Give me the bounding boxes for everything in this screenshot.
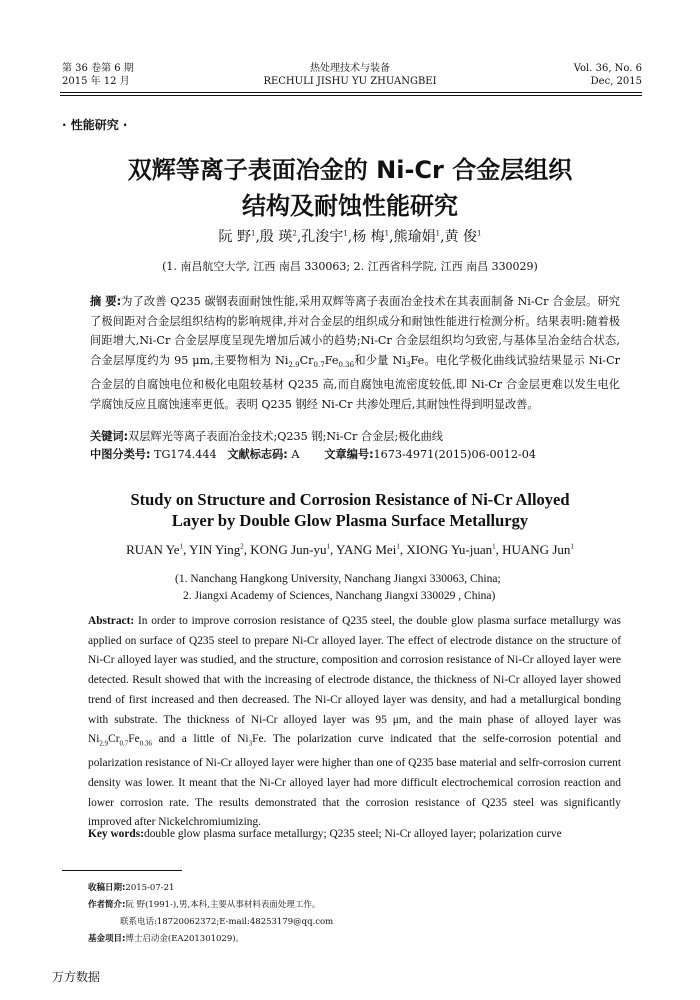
author-affil-mark: 1 [326,542,330,551]
footnotes [88,880,628,948]
affiliations-en [175,571,501,605]
abstract-en-text: Cr [108,733,120,746]
affiliation-en-1: (1. Nanchang Hangkong University, Nanchang Jiangxi 330063, China; [175,573,501,585]
author-cn: 黄 俊 [444,229,477,245]
author-en: RUAN Ye [126,542,180,557]
abstract-en [88,612,621,833]
abstract-cn-text: 为了改善 Q235 碳钢表面耐蚀性能,采用双辉等离子表面冶金技术在其表面制备 Ni-Cr 合金层。研究了极间距对合金层组织结构的影响规律,并对合金层的组织成分和耐蚀性能进行检测分析。结果表明:随着极间距增大,Ni-Cr 合金层厚度呈现先增加后减小的趋势;Ni-Cr 合金层组织均匀致密,与基体呈冶金结合状态,合金层厚度约为 95 μm,主要物相为 Ni [90,295,620,367]
author-en: HUANG Jun [502,542,571,557]
authors-en: RUAN Ye$^1$, YIN Ying$^2$, KONG Jun-$yu^1$, YANG Mei$^1$, XIONG Yu-juan$^1$, HUANG Jun$^1$ [126,542,574,557]
author-cn: 杨 梅 [352,229,385,245]
footnote-received [88,880,628,897]
author-en: YANG Mei [336,542,397,557]
article-no-value: 1673-4971(2015)06-0012-04 [373,448,536,461]
keywords-en-text: double glow plasma surface metallurgy; Q235 steel; Ni-Cr alloyed layer; polarization curve [144,828,562,840]
author-cn: 阮 野 [218,229,251,245]
header-rule-thick [60,92,642,93]
formula-subscript: 0.7 [313,360,325,369]
doc-code-value: A [291,448,300,461]
author-affil-mark: 2 [240,542,244,551]
author-bio-label: 作者简介: [88,900,126,910]
abstract-en-text: Fe [128,733,140,746]
header-date-en: Dec, 2015 [590,76,642,87]
author-affil-mark: 1 [343,229,348,238]
author-en: YIN Ying [189,542,241,557]
footnote-author [88,897,628,914]
authors-cn: 阮 野$^1$,殷 瑛$^2$,孔浚宇$^1$,杨 梅$^1$,熊瑜娟$^1$,黄 俊$^1$ [218,229,482,245]
received-value: 2015-07-21 [125,883,175,893]
header-rule-thin [60,95,642,96]
footnote-fund [88,931,628,948]
author-cn: 殷 瑛 [259,229,293,245]
author-affil-mark: 1 [396,542,400,551]
affiliations-cn: (1. 南昌航空大学, 江西 南昌 330063; 2. 江西省科学院, 江西 南昌 330029) [162,260,538,273]
author-affil-mark: 1 [384,229,390,238]
title-cn-line2: 结构及耐蚀性能研究 [242,192,458,220]
author-affil-mark: 1 [492,542,496,551]
formula-subscript: 2.9 [288,360,300,369]
author-affil-mark: 1 [570,542,574,551]
section-label: · 性能研究 · [62,118,128,132]
author-affil-mark: 1 [179,542,184,551]
author-bio-value: 阮 野(1991-),男,本科,主要从事材料表面处理工作。 [125,900,321,910]
header-issue: 第 36 卷第 6 期 [62,63,134,74]
author-en: KONG Jun-yu [250,542,327,557]
author-affil-mark: 1 [251,229,256,238]
author-en: XIONG Yu-juan [406,542,493,557]
formula-subscript: 3 [248,739,253,748]
title-en-line1: Study on Structure and Corrosion Resistance of Ni-Cr Alloyed [130,490,570,509]
cls-label: 中图分类号: [90,448,151,461]
abstract-en-text: and a little of Ni [151,733,249,746]
author-cn: 孔浚宇 [301,229,344,245]
abstract-cn [90,292,620,414]
abstract-en-text: Fe. The polarization curve indicated that the selfe-corrosion potential and polarization resistance of Ni-Cr alloyed layer were higher than one of Q235 base material and selfr-corrosion current density was lower. It meant that the Ni-Cr alloyed layer had more difficult electrochemical corrosion reaction and lower corrosion rate. The results demonstrated that the corrosion resistance of Q235 steel was significantly improved after Nickelchromiumizing. [88,733,621,829]
abstract-cn-label: 摘 要: [90,295,122,308]
journal-name-cn: 热处理技术与装备 [310,63,390,74]
abstract-en-label: Abstract: [88,615,135,627]
author-affil-mark: 2 [292,229,297,238]
received-label: 收稿日期: [88,883,126,893]
footnote-contact: 联系电话:18720062372;E-mail:48253179@qq.com [120,917,334,927]
header-vol-no: Vol. 36, No. 6 [573,63,642,74]
affiliation-en-2: 2. Jiangxi Academy of Sciences, Nanchang Jiangxi 330029 , China) [183,590,496,602]
title-cn-line1: 双辉等离子表面冶金的 Ni-Cr 合金层组织 [127,156,573,184]
abstract-en-text: In order to improve corrosion resistance of Q235 steel, the double glow plasma surface metallurgy was applied on surface of Q235 steel to prepare Ni-Cr alloyed layer. The effect of electrode distance on the structure of Ni-Cr alloyed layer was studied, and the structure, composition and corrosion resistance of Ni-Cr alloyed layer were detected. Result showed that with the increasing of electrode distance, the thickness of Ni-Cr alloyed layer showed trend of first increased and then decreased. The Ni-Cr alloyed layer was density, and had a metallurgical bonding with substrate. The thickness of Ni-Cr alloyed layer was 95 μm, and the main phase of alloyed layer was Ni [88,615,621,746]
formula-subscript: 0.7 [119,739,129,748]
author-cn: 熊瑜娟 [393,229,436,245]
article-no-label: 文章编号: [324,448,374,461]
title-en-line2: Layer by Double Glow Plasma Surface Metallurgy [171,511,529,530]
header-volume-en [574,62,642,88]
journal-name-pinyin: RECHULI JISHU YU ZHUANGBEI [263,76,437,87]
author-affil-mark: 1 [435,229,441,238]
formula-subscript: 0.36 [139,739,152,748]
header-date-cn: 2015 年 12 月 [62,76,130,87]
fund-value: 博士启动金(EA201301029)。 [125,934,245,944]
abstract-cn-text: Fe [324,353,339,367]
keywords-cn-text: 双层辉光等离子表面冶金技术;Q235 钢;Ni-Cr 合金层;极化曲线 [128,430,443,443]
keywords-cn-label: 关键词: [90,430,129,443]
fund-label: 基金项目: [88,934,126,944]
formula-subscript: 0.36 [338,360,355,369]
cls-value: TG174.444 [153,448,217,461]
abstract-cn-text: Cr [299,353,314,367]
abstract-cn-text: Fe。电化学极化曲线试验结果显示 Ni-Cr 合金层的自腐蚀电位和极化电阻较基材 Q235 高,而自腐蚀电流密度较低,即 Ni-Cr 合金层更难以发生电化学腐蚀反应且腐蚀速率更低。表明 Q235 钢经 Ni-Cr 共渗处理后,其耐蚀性得到明显改善。 [90,353,620,411]
formula-subscript: 3 [405,360,411,369]
author-affil-mark: 1 [476,229,482,238]
abstract-cn-text: 和少量 Ni [354,353,406,367]
formula-subscript: 2.9 [99,739,109,748]
classification-row [90,446,620,463]
footer-watermark: 万方数据 [52,970,101,984]
footnote-rule [62,870,182,871]
keywords-cn [90,428,620,445]
keywords-en [88,826,621,843]
keywords-en-label: Key words: [88,828,144,840]
doc-code-label: 文献标志码: [227,448,288,461]
